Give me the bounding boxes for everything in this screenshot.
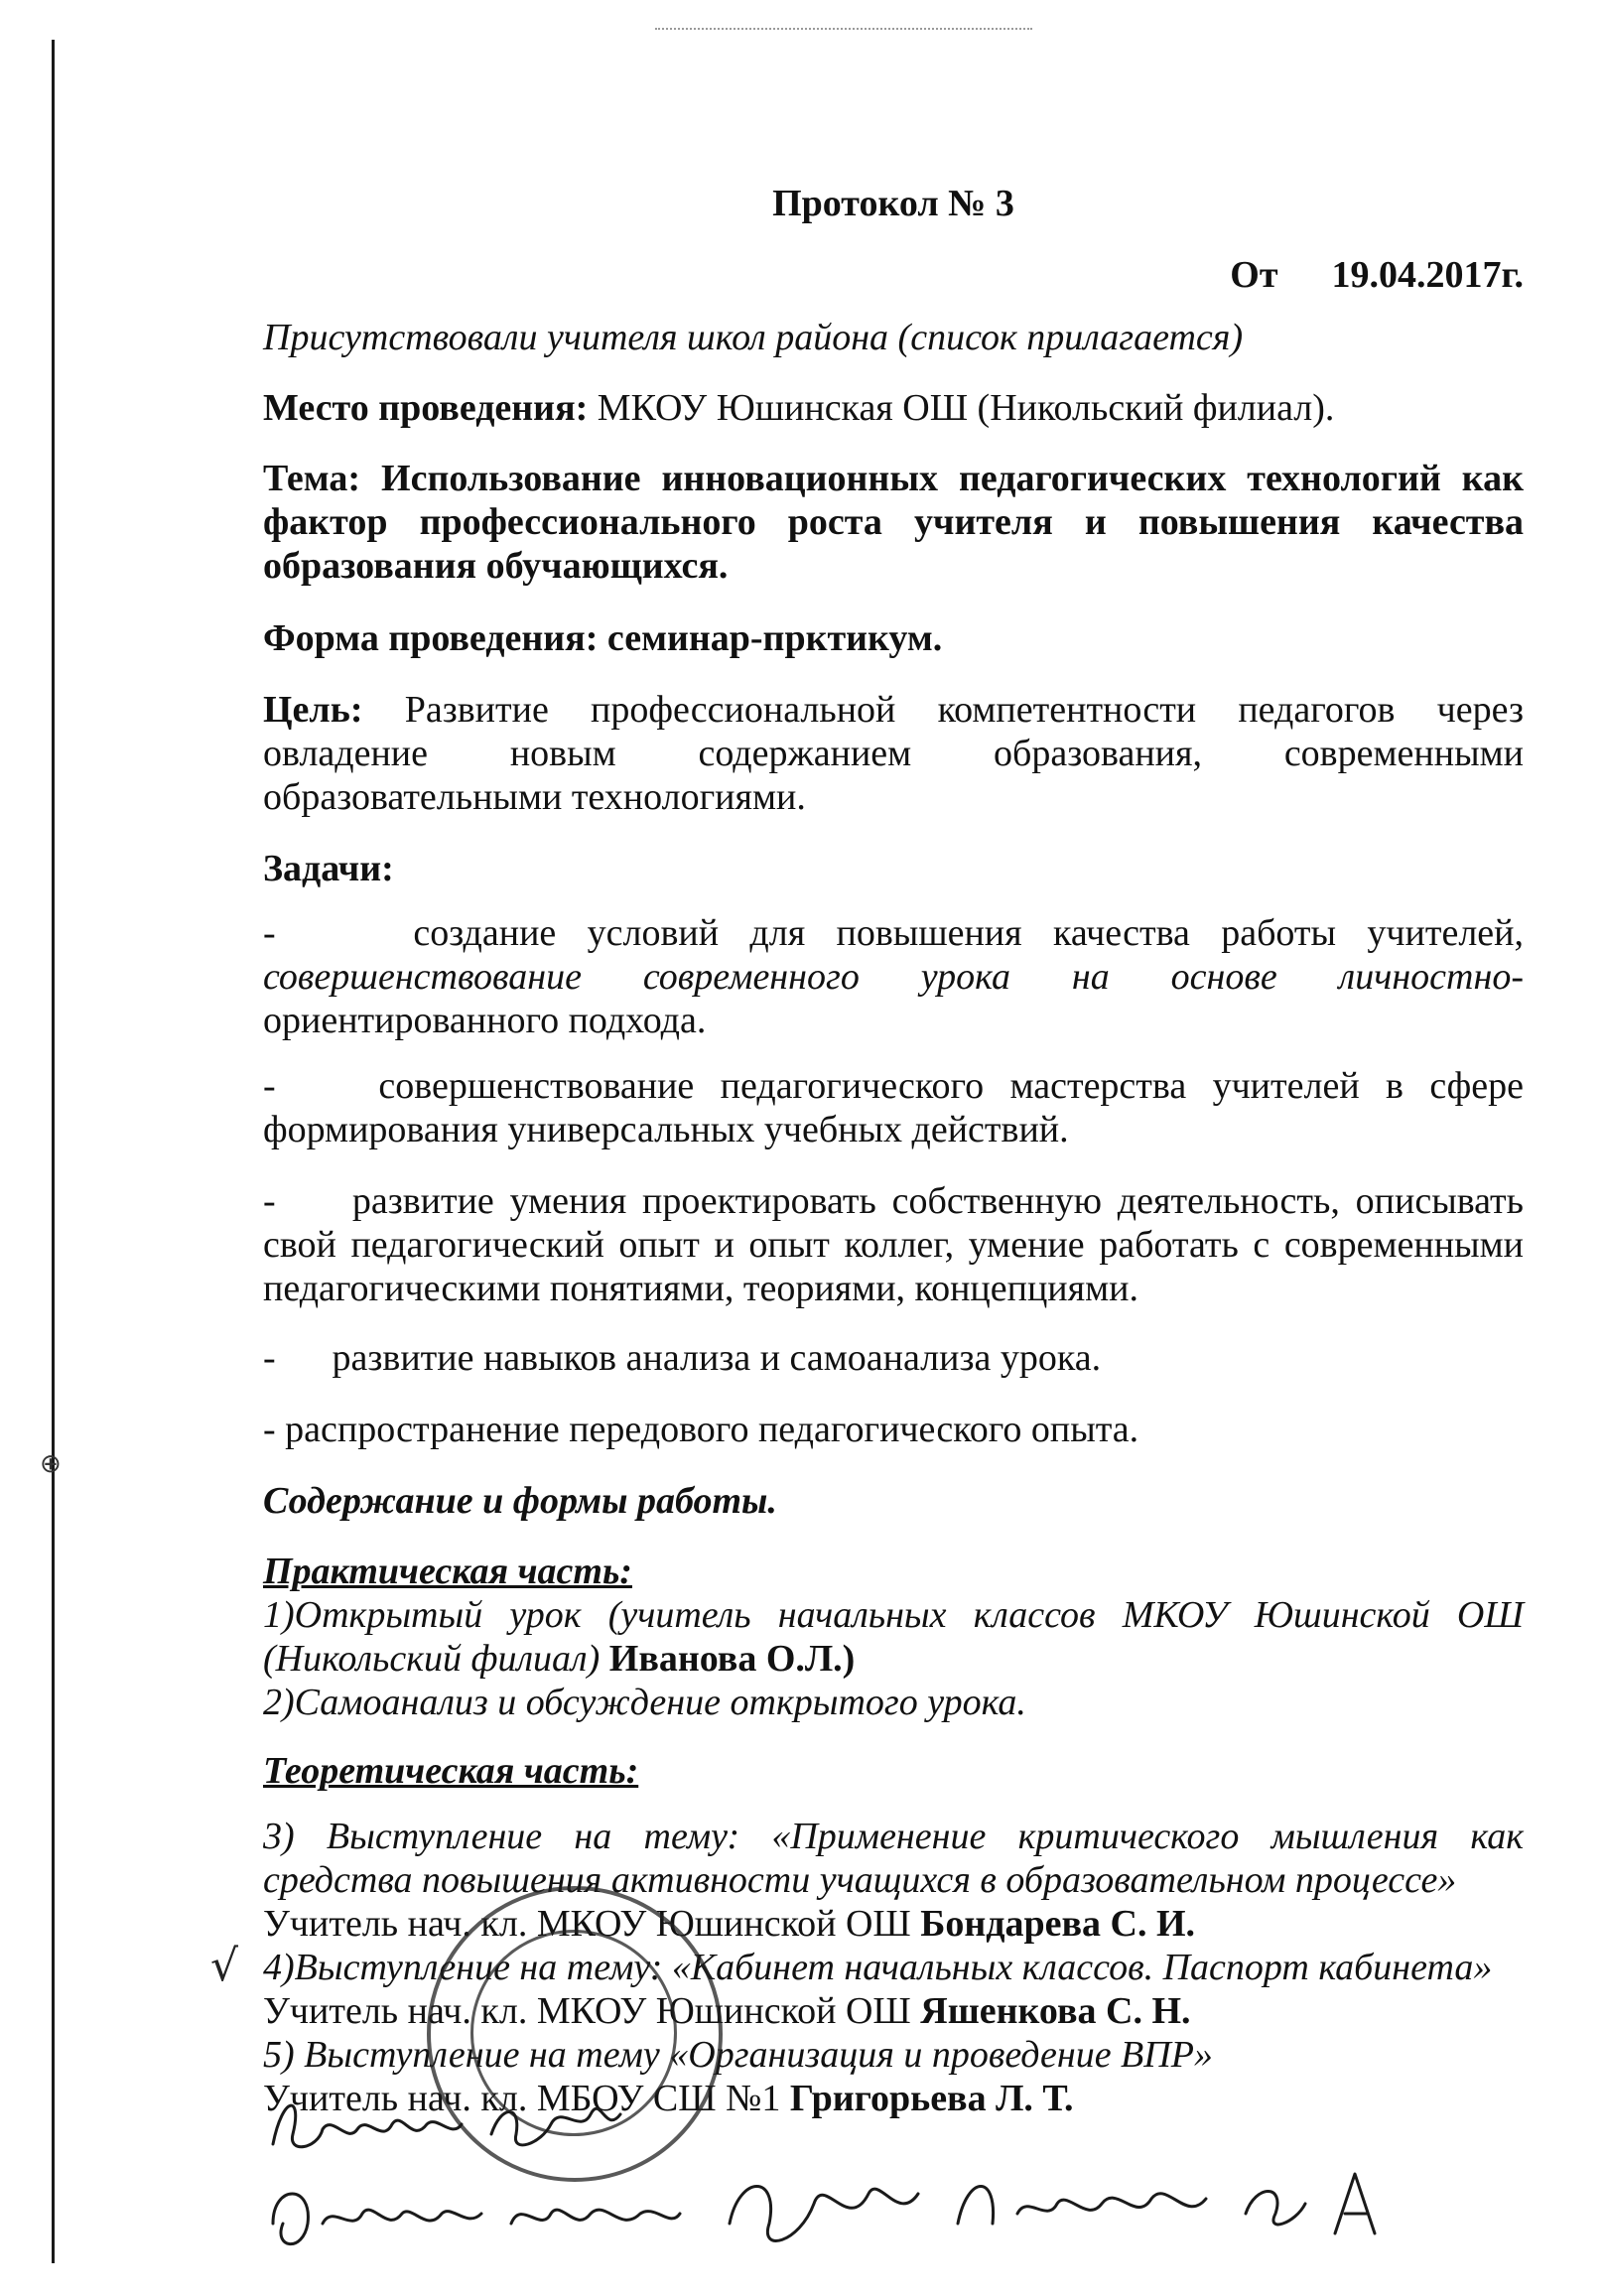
task-item <box>263 1336 1524 1380</box>
speaker-prefix: Учитель нач. кл. МКОУ Юшинской ОШ <box>263 1990 911 2032</box>
director-signature <box>730 2187 918 2241</box>
topic-label: Тема: <box>263 458 361 499</box>
task-dash: - <box>263 912 276 954</box>
document-title: Протокол № 3 <box>772 183 1014 224</box>
director-name-script <box>958 2174 1375 2233</box>
theoretical-heading: Теоретическая часть: <box>263 1750 639 1792</box>
task-text: создание условий для повышения качества работы учителей, <box>413 912 1524 954</box>
page-left-border <box>52 40 55 2263</box>
margin-scribble-icon: ⊕ <box>40 1449 62 1479</box>
task-dash: - <box>263 1409 276 1450</box>
task-dash: - <box>263 1065 276 1107</box>
theory-speaker <box>263 1902 1524 1946</box>
signature-line-2 <box>273 2194 680 2244</box>
format-line <box>263 616 1524 660</box>
document-date: 19.04.2017г. <box>1331 254 1524 296</box>
handwritten-signature-block <box>263 2075 1404 2273</box>
attendance-line: Присутствовали учителя школ района (список прилагается) <box>263 317 1244 358</box>
task-text-italic: совершенствование современного урока на основе личностно- <box>263 956 1524 998</box>
task-item <box>263 911 1524 1042</box>
task-dash: - <box>263 1180 276 1222</box>
practical-item-1 <box>263 1593 1524 1681</box>
format-value: семинар-прктикум. <box>606 617 943 659</box>
venue-label: Место проведения: <box>263 387 589 429</box>
format-label: Форма проведения: <box>263 617 599 659</box>
scan-specks <box>655 28 1032 50</box>
task-text: распространение передового педагогического опыта. <box>285 1409 1139 1450</box>
theory-item: 3) Выступление на тему: «Применение критического мышления как средства повышения активности учащихся в образовательном процессе» <box>263 1816 1524 1901</box>
task-text: развитие умения проектировать собственную деятельность, описывать свой педагогический опыт и опыт коллег, умение работать с современными педагогическими понятиями, теориями, концепциями. <box>263 1180 1524 1309</box>
goal-paragraph <box>263 688 1524 819</box>
goal-label: Цель: <box>263 689 363 731</box>
practical-item-2: 2)Самоанализ и обсуждение открытого урока. <box>263 1682 1026 1723</box>
speaker-prefix: Учитель нач. кл. МБОУ СШ №1 <box>263 2078 781 2119</box>
theory-item: 5) Выступление на тему «Организация и проведение ВПР» <box>263 2034 1213 2076</box>
task-text: совершенствование педагогического мастерства учителей в сфере формирования универсальных учебных действий. <box>263 1065 1525 1150</box>
venue-line <box>263 386 1524 430</box>
practical-item-teacher: Иванова О.Л.) <box>608 1638 856 1680</box>
task-item <box>263 1179 1524 1310</box>
topic-paragraph <box>263 457 1524 588</box>
speaker-name: Бондарева С. И. <box>920 1903 1196 1945</box>
task-text-tail: ориентированного подхода. <box>263 1000 707 1041</box>
theory-item: 4)Выступление на тему: «Кабинет начальных классов. Паспорт кабинета» <box>263 1947 1493 1988</box>
task-item <box>263 1408 1524 1451</box>
content-heading: Содержание и формы работы. <box>263 1480 777 1522</box>
goal-value: Развитие профессиональной компетентности педагогов через овладение новым содержанием образования, современными образовательными технологиями. <box>263 689 1524 818</box>
venue-value: МКОУ Юшинская ОШ (Никольский филиал). <box>597 387 1335 429</box>
tasks-heading: Задачи: <box>263 848 394 889</box>
check-mark-icon: √ <box>210 1941 239 1991</box>
task-text: развитие навыков анализа и самоанализа урока. <box>332 1337 1102 1379</box>
date-line <box>263 253 1524 297</box>
practical-heading: Практическая часть: <box>263 1551 632 1592</box>
date-prefix: От <box>1230 254 1278 296</box>
speaker-name: Яшенкова С. Н. <box>920 1990 1191 2032</box>
task-dash: - <box>263 1337 276 1379</box>
speaker-name: Григорьева Л. Т. <box>789 2078 1074 2119</box>
signature-line-1 <box>273 2105 620 2147</box>
speaker-prefix: Учитель нач. кл. МКОУ Юшинской ОШ <box>263 1903 911 1945</box>
practical-item-text: 1)Открытый урок (учитель начальных классов МКОУ Юшинской ОШ (Никольский филиал) <box>263 1594 1524 1680</box>
topic-value: Использование инновационных педагогических технологий как фактор профессионального роста учителя и повышения качества образования обучающихся. <box>263 458 1524 587</box>
task-item <box>263 1064 1524 1151</box>
